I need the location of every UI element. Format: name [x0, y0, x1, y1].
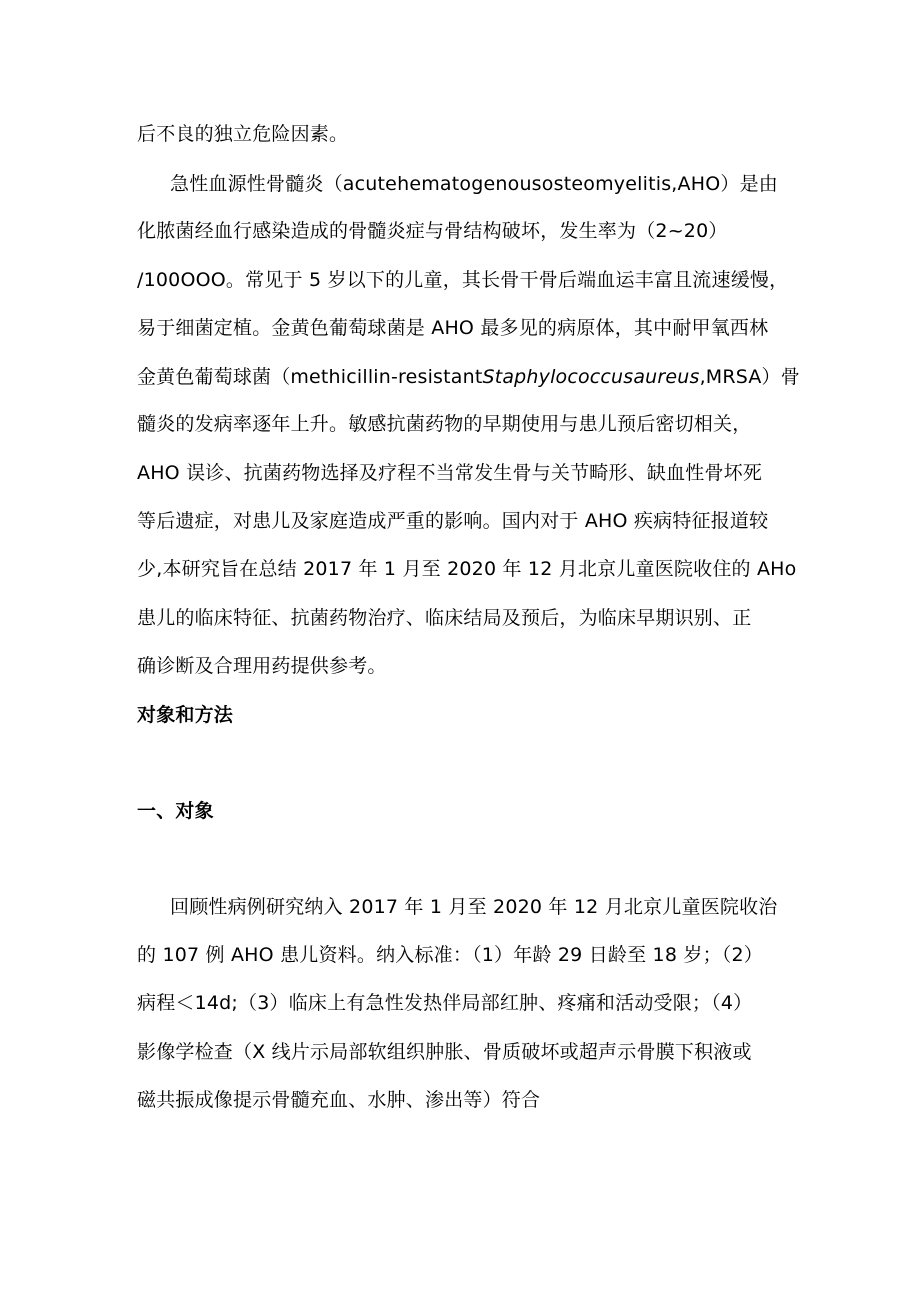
paragraph1-line4: 易于细菌定植。金黄色葡萄球菌是 AHO 最多见的病原体，其中耐甲氧西林 — [137, 317, 769, 339]
paragraph1-line10: 患儿的临床特征、抗菌药物治疗、临床结局及预后，为临床早期识别、正 — [137, 607, 752, 629]
paragraph1-line5-end: ,MRSA）骨 — [699, 366, 800, 388]
paragraph2-line3: 病程＜14d;（3）临床上有急性发热伴局部红肿、疼痛和活动受限；（4） — [137, 992, 753, 1014]
paragraph1-line9: 少,本研究旨在总结 2017 年 1 月至 2020 年 12 月北京儿童医院收住的 AHo — [137, 558, 797, 580]
paragraph2-line2: 的 107 例 AHO 患儿资料。纳入标准：（1）年龄 29 日龄至 18 岁；（2） — [137, 944, 763, 966]
paragraph1-line11: 确诊断及合理用药提供参考。 — [137, 655, 387, 677]
paragraph1-line8: 等后遗症，对患儿及家庭造成严重的影响。国内对于 AHO 疾病特征报道较 — [137, 510, 769, 532]
heading-subjects: 一、对象 — [137, 800, 214, 822]
paragraph1-line1: 急性血源性骨髓炎（acutehematogenousosteomyelitis,AHO）是由 — [170, 173, 778, 195]
paragraph2-line4: 影像学检查（X 线片示局部软组织肿胀、骨质破坏或超声示骨膜下积液或 — [137, 1041, 752, 1063]
paragraph1-line6: 髓炎的发病率逐年上升。敏感抗菌药物的早期使用与患儿预后密切相关， — [137, 413, 752, 435]
paragraph1-line5-italic: Staphylococcusaureus — [482, 366, 700, 388]
paragraph1-line3: /100OOO。常见于 5 岁以下的儿童，其长骨干骨后端血运丰富且流速缓慢， — [137, 269, 789, 291]
paragraph2-line1: 回顾性病例研究纳入 2017 年 1 月至 2020 年 12 月北京儿童医院收治 — [170, 896, 778, 918]
heading-methods: 对象和方法 — [137, 704, 234, 726]
paragraph1-line5-start: 金黄色葡萄球菌（methicillin-resistant — [137, 366, 483, 388]
paragraph2-line5: 磁共振成像提示骨髓充血、水肿、渗出等）符合 — [137, 1089, 541, 1111]
paragraph1-line7: AHO 误诊、抗菌药物选择及疗程不当常发生骨与关节畸形、缺血性骨坏死 — [137, 462, 763, 484]
paragraph1-line2: 化脓菌经血行感染造成的骨髓炎症与骨结构破坏，发生率为（2~20） — [137, 220, 728, 242]
paragraph1-line5 — [137, 364, 800, 390]
intro-line: 后不良的独立危险因素。 — [137, 123, 349, 145]
